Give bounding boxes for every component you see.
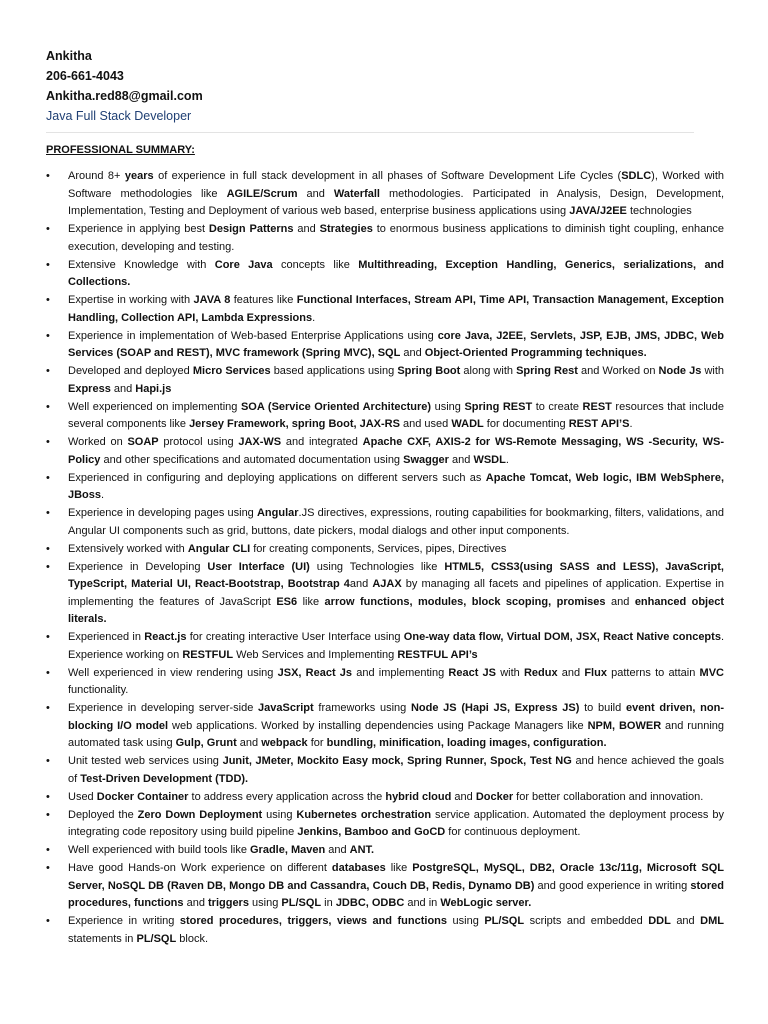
summary-item [46,559,724,629]
summary-bold-text: Spring REST [464,400,533,413]
email-address: Ankitha.red88@gmail.com [46,89,203,103]
summary-bold-text: Kubernetes orchestration [296,808,432,821]
summary-bold-text: Docker Container [96,790,189,803]
summary-bold-text: Object-Oriented Programming techniques. [424,347,647,359]
summary-bold-text: DML [700,915,724,927]
summary-bold-text: WADL [451,418,484,430]
summary-item [46,753,724,788]
summary-item [46,505,724,540]
bullet-icon: • [46,471,50,484]
summary-bold-text: Junit, JMeter, Mockito Easy mock, Spring Runner, Spock, Test NG [222,755,572,767]
summary-text: ), Worked with Software methodologies like [68,170,725,200]
bullet-icon: • [46,790,50,803]
bullet-icon: • [46,400,50,413]
summary-bold-text: SDLC [621,170,652,182]
summary-text: Experience in applying best [68,223,209,235]
summary-text: Unit tested web services using [68,755,223,767]
summary-item [46,700,724,753]
summary-bold-text: Hapi.js [135,382,172,395]
summary-text: Have good Hands-on Work experience on different [68,862,332,874]
summary-text: using Technologies like [309,560,445,573]
summary-bold-text: core Java, J2EE, Servlets, JSP, EJB, JMS, JDBC, Web Services (SOAP and REST), MVC framework (Spring MVC), SQL [68,329,724,359]
bullet-icon: • [46,542,50,555]
summary-bold-text: SOAP [127,436,159,448]
summary-bold-text: Express [68,382,111,395]
summary-text: for creating interactive User Interface using [186,631,404,643]
summary-text: Experience in Developing [68,560,208,573]
summary-bold-text: WSDL [473,453,506,466]
summary-text: using [431,400,465,413]
summary-text: with [701,365,725,377]
summary-bold-text: JSX, React Js [277,666,353,679]
summary-text: and [236,737,262,749]
summary-text: and Worked on [577,365,659,377]
bullet-icon: • [46,329,50,342]
summary-bold-text: JAVA 8 [193,294,231,306]
summary-text: and hence achieved the goals of [68,755,724,785]
summary-text: web applications. Worked by installing dependencies using Package Managers like [168,719,588,732]
bullet-icon: • [46,666,50,679]
summary-bold-text: MVC [699,666,724,679]
summary-bold-text: hybrid cloud [385,790,452,803]
summary-text: based applications using [270,365,398,377]
bullet-icon: • [46,436,50,448]
summary-bold-text: Waterfall [333,187,380,200]
summary-bold-text: ANT. [349,844,375,856]
summary-bold-text: Apache Tomcat, Web logic, IBM WebSphere, JBoss [68,471,724,501]
summary-item [46,842,724,860]
summary-item [46,807,724,842]
summary-text: and [448,453,474,466]
summary-text: and [400,347,425,359]
summary-bold-text: Angular CLI [187,542,251,555]
summary-text: like [297,595,325,608]
summary-bold-text: One-way data flow, Virtual DOM, JSX, React Native concepts [403,631,721,643]
summary-bold-text: Redux [523,666,558,679]
summary-text: like [385,862,413,874]
summary-item [46,434,724,469]
bullet-icon: • [46,223,50,235]
summary-text: features like [230,294,297,306]
summary-text: protocol using [158,436,239,448]
summary-text: . [505,453,509,466]
summary-bold-text: JDBC, ODBC [335,897,405,909]
summary-bold-text: arrow functions, modules, block scoping, promises [324,595,606,608]
summary-text: along with [460,365,517,377]
summary-bold-text: RESTFUL [182,648,234,661]
summary-bold-text: Gradle, Maven [250,844,326,856]
summary-bold-text: Test-Driven Development (TDD). [80,772,249,785]
summary-item [46,541,724,559]
bullet-icon: • [46,808,50,821]
summary-text: resources that include several components like [68,400,725,430]
summary-text: Well experienced with build tools like [68,844,250,856]
summary-text: concepts like [272,258,359,271]
summary-text: and in [404,897,441,909]
bullet-icon: • [46,844,50,856]
header-divider [46,132,694,133]
phone-number: 206-661-4043 [46,69,124,83]
summary-bold-text: Zero Down Deployment [137,808,263,821]
summary-text: with [496,666,524,679]
summary-text: and [670,915,701,927]
summary-bold-text: Node Js [658,365,702,377]
bullet-icon: • [46,560,50,573]
summary-bold-text: years [124,170,154,182]
summary-text: and used [399,418,452,430]
bullet-icon: • [46,755,50,767]
bullet-icon: • [46,365,50,377]
summary-text: and [349,578,373,590]
summary-text: to enormous business applications to diminish tight coupling, enhance execution, developing and testing. [68,223,725,253]
summary-text: scripts and embedded [524,915,649,927]
candidate-name: Ankitha [46,49,92,63]
summary-text: Extensive Knowledge with [68,258,215,271]
summary-text: methodologies. Participated in Analysis, Design, Development, Implementation, Testing and Deployment of various web based, enterprise business applications using [68,187,725,217]
summary-text: and integrated [281,436,363,448]
summary-text: block. [176,932,209,945]
summary-bold-text: PL/SQL [136,932,177,945]
summary-item [46,399,724,434]
summary-bold-text: stored procedures, functions [68,879,725,909]
summary-bold-text: AGILE/Scrum [226,187,298,200]
summary-text: for creating components, Services, pipes, Directives [250,542,507,555]
summary-text: Developed and deployed [68,365,193,377]
summary-text: . [629,418,633,430]
professional-summary-heading: PROFESSIONAL SUMMARY: [46,144,195,156]
summary-bold-text: JAVA/J2EE [569,205,627,217]
summary-bold-text: User Interface (UI) [207,560,310,573]
summary-text: Extensively worked with [68,542,188,555]
summary-text: . [101,489,105,501]
summary-text: using [248,897,282,909]
summary-text: using [447,915,485,927]
summary-text: Worked on [68,436,128,448]
summary-text: Experienced in [68,631,145,643]
bullet-icon: • [46,631,50,643]
summary-item [46,292,724,327]
summary-text: and [110,382,136,395]
summary-text: and running automated task using [68,719,725,749]
summary-bold-text: triggers [208,897,249,909]
summary-bold-text: Angular [256,507,299,519]
summary-bold-text: HTML5, CSS3(using SASS and LESS), JavaScript, TypeScript, Material UI, React-Bootstrap, Bootstrap 4 [68,560,724,590]
summary-text: frameworks using [313,702,411,714]
summary-item [46,257,724,292]
summary-text: . Experience working on [68,631,724,661]
summary-text: and other specifications and automated documentation using [100,453,404,466]
summary-bold-text: Spring Rest [516,365,578,377]
summary-bold-text: Flux [584,666,607,679]
summary-text: for continuous deployment. [445,826,581,838]
summary-bold-text: Spring Boot [397,365,461,377]
summary-bold-text: databases [331,862,386,874]
summary-text: service application. Automated the deployment process by integrating code repository using build pipeline [68,808,724,838]
summary-text: and [297,187,334,200]
summary-text: Well experienced on implementing [68,400,241,413]
summary-text: for [307,737,327,749]
summary-bold-text: enhanced object literals. [68,595,725,625]
summary-bold-text: event driven, non-blocking I/O model [68,702,724,732]
summary-bold-text: React.js [144,631,187,643]
summary-bold-text: REST [582,400,612,413]
summary-bold-text: ES6 [276,595,298,608]
summary-text: Experience in writing [68,915,180,927]
summary-bold-text: React JS [448,666,497,679]
job-title: Java Full Stack Developer [46,109,192,123]
summary-list [46,168,724,948]
bullet-icon: • [46,507,50,519]
summary-bold-text: Jersey Framework, spring Boot, JAX-RS [189,418,400,430]
summary-bold-text: PL/SQL [484,915,525,927]
summary-item [46,363,724,398]
summary-text: to create [532,400,583,413]
summary-bold-text: SOA (Service Oriented Architecture) [240,400,432,413]
summary-item [46,328,724,363]
summary-text: to build [579,702,626,714]
summary-bold-text: bundling, minification, loading images, configuration. [326,737,607,749]
summary-text: Around 8+ [68,170,125,182]
summary-bold-text: DDL [648,915,671,927]
summary-text: statements in [68,932,137,945]
summary-item [46,913,724,948]
summary-bold-text: REST API’S [568,418,630,430]
summary-text: Deployed the [68,808,138,821]
bullet-icon: • [46,915,50,927]
summary-text: and [293,223,320,235]
summary-text: and [451,790,476,803]
summary-bold-text: RESTFUL API’s [397,648,478,661]
summary-bold-text: AJAX [372,578,402,590]
summary-item [46,860,724,913]
summary-bold-text: Design Patterns [208,223,294,235]
summary-text: patterns to attain [606,666,700,679]
summary-bold-text: Node JS (Hapi JS, Express JS) [410,702,580,714]
summary-text: functionality. [68,684,129,696]
summary-item [46,789,724,807]
summary-bold-text: webpack [261,737,308,749]
summary-text: .JS directives, expressions, routing capabilities for bookmarking, filters, validations, and Angular UI components such as grid, buttons, date pickers, modal dialogs and other input components. [68,507,724,537]
summary-bold-text: Apache CXF, AXIS-2 for WS-Remote Messaging, WS -Security, WS- Policy [68,436,724,466]
summary-text: to address every application across the [188,790,386,803]
summary-text: Used [68,790,97,803]
summary-bold-text: Strategies [319,223,373,235]
summary-bold-text: Swagger [403,453,449,466]
summary-text: and [183,897,208,909]
summary-text: for better collaboration and innovation. [513,790,704,803]
summary-bold-text: stored procedures, triggers, views and functions [179,915,448,927]
summary-bold-text: Docker [475,790,514,803]
bullet-icon: • [46,862,50,874]
summary-item [46,665,724,700]
summary-text: by managing all facets and pipelines of application. Expertise in implementing the features of JavaScript [68,578,724,608]
summary-text: in [321,897,336,909]
summary-text: using [262,808,297,821]
summary-bold-text: WebLogic server. [440,897,532,909]
summary-bold-text: Micro Services [192,365,271,377]
summary-bold-text: Jenkins, Bamboo and GoCD [297,826,446,838]
summary-bold-text: PL/SQL [281,897,322,909]
summary-bold-text: JAX-WS [238,436,282,448]
summary-text: technologies [626,205,692,217]
summary-text: and [325,844,350,856]
bullet-icon: • [46,258,50,271]
summary-text: and good experience in writing [534,879,691,892]
summary-text: of experience in full stack development in all phases of Software Development Life Cycles ( [153,170,622,182]
summary-text: . [312,311,316,324]
summary-text: and [557,666,585,679]
summary-bold-text: NPM, BOWER [587,719,662,732]
summary-text: Experience in developing pages using [68,507,257,519]
summary-bold-text: Core Java [214,258,273,271]
summary-text: Well experienced in view rendering using [68,666,278,679]
summary-item [46,470,724,505]
summary-text: Expertise in working with [68,294,194,306]
bullet-icon: • [46,702,50,714]
summary-item [46,221,724,256]
summary-bold-text: Multithreading, Exception Handling, Generics, serializations, and Collections. [68,258,724,288]
summary-text: Experience in implementation of Web-based Enterprise Applications using [68,329,438,342]
summary-text: Experience in developing server-side [68,702,259,714]
summary-text: and [605,595,635,608]
summary-bold-text: JavaScript [258,702,314,714]
summary-item [46,629,724,664]
summary-bold-text: PostgreSQL, MySQL, DB2, Oracle 13c/11g, Microsoft SQL Server, NoSQL DB (Raven DB, Mongo DB and Cassandra, Couch DB, Redis, Dynamo DB) [68,862,724,892]
summary-bold-text: Functional Interfaces, Stream API, Time API, Transaction Management, Exception Handling, Collection API, Lambda Expressions [68,294,724,324]
summary-text: Experienced in configuring and deploying applications on different servers such as [68,471,486,484]
bullet-icon: • [46,294,50,306]
bullet-icon: • [46,170,50,182]
summary-text: for documenting [483,418,569,430]
summary-bold-text: Gulp, Grunt [175,737,237,749]
contact-header [46,46,724,126]
summary-text: and implementing [352,666,449,679]
summary-text: Web Services and Implementing [233,648,398,661]
summary-item [46,168,724,221]
